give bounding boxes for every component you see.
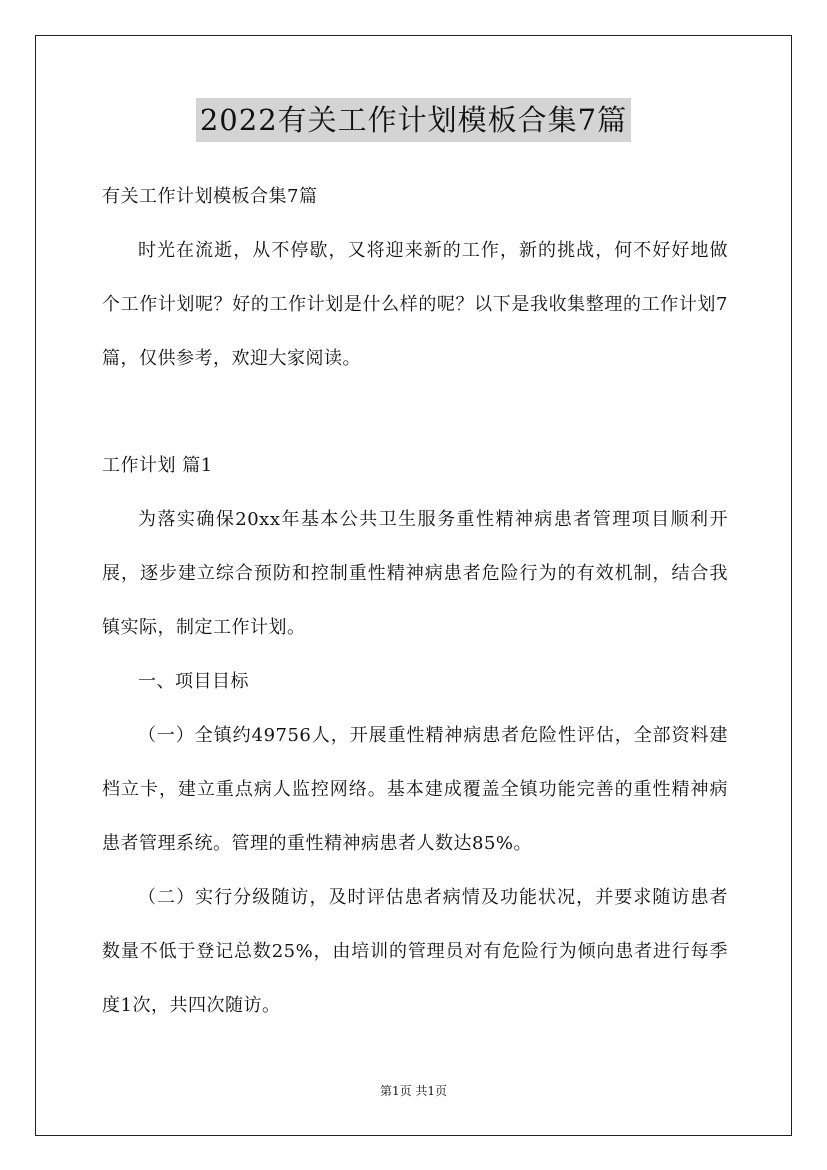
section-heading: 工作计划 篇1 — [102, 455, 213, 476]
document-title — [0, 98, 827, 142]
document-title-text: 2022有关工作计划模板合集7篇 — [196, 98, 631, 142]
item-paragraph-1: （一）全镇约49756人，开展重性精神病患者危险性评估，全部资料建档立卡，建立重点病人监控网络。基本建成覆盖全镇功能完善的重性精神病患者管理系统。管理的重性精神病患者人数达85%。 — [102, 725, 728, 854]
page-number: 第1页 共1页 — [379, 1084, 448, 1098]
section-gap — [102, 386, 728, 439]
section-paragraph: 为落实确保20xx年基本公共卫生服务重性精神病患者管理项目顺利开展，逐步建立综合预防和控制重性精神病患者危险行为的有效机制，结合我镇实际，制定工作计划。 — [102, 509, 728, 638]
document-subtitle: 有关工作计划模板合集7篇 — [102, 186, 318, 207]
document-body — [102, 170, 728, 1033]
page-footer — [0, 1083, 827, 1099]
item-paragraph-2: （二）实行分级随访，及时评估患者病情及功能状况，并要求随访患者数量不低于登记总数25%，由培训的管理员对有危险行为倾向患者进行每季度1次，共四次随访。 — [102, 887, 728, 1016]
intro-paragraph: 时光在流逝，从不停歇，又将迎来新的工作，新的挑战，何不好好地做个工作计划呢？好的工作计划是什么样的呢？以下是我收集整理的工作计划7篇，仅供参考，欢迎大家阅读。 — [102, 240, 728, 369]
item-heading: 一、项目目标 — [138, 671, 249, 692]
